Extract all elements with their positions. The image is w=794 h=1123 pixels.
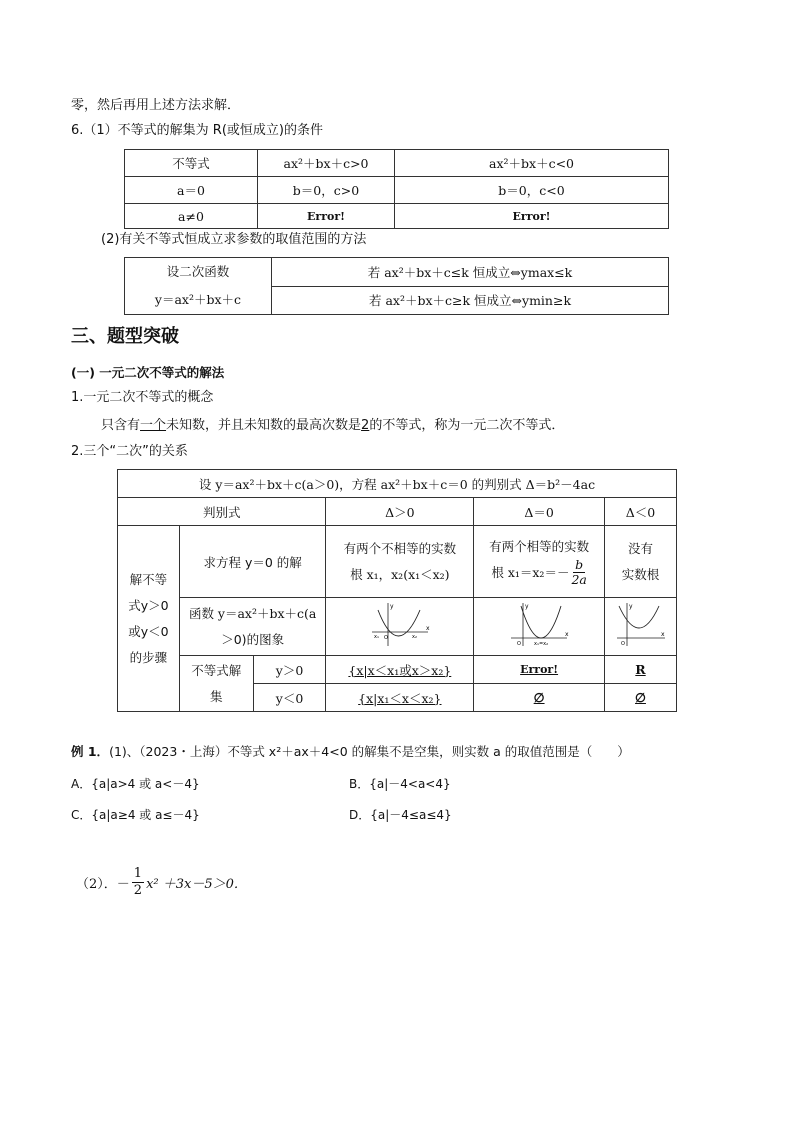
graph-label-line1: 函数 y＝ax²＋bx＋c(a — [188, 605, 317, 621]
item1-title: 1.一元二次不等式的概念 — [71, 390, 214, 405]
graph-neg-cell — [605, 598, 677, 656]
graph-zero-cell — [474, 598, 605, 656]
roots-zero-prefix: 根 x₁＝x₂＝－ — [491, 564, 570, 580]
method-left-line1: 设二次函数 — [166, 264, 230, 279]
steps-label-cell — [118, 526, 180, 712]
solset-label-line2: 集 — [209, 688, 223, 704]
roots-pos-cell — [326, 526, 474, 598]
cell-header-lt: ax²＋bx＋c<0 — [395, 150, 669, 177]
cell-a-zero: a＝0 — [125, 177, 258, 204]
part2-fraction — [132, 866, 144, 899]
option-b: B．{a|－4<a<4} — [349, 777, 451, 791]
example1-label: 例 1． — [71, 744, 110, 759]
graph-neg-curve — [619, 606, 659, 628]
gt-neg: R — [605, 656, 677, 684]
cell-header-gt: ax²＋bx＋c>0 — [258, 150, 395, 177]
item1-text-e: 的不等式，称为一元二次不等式． — [369, 418, 565, 433]
example1-part2 — [76, 866, 247, 899]
steps-label-line2: 式y＞0 — [128, 597, 169, 613]
graph-pos-cell — [326, 598, 474, 656]
graph-pos-y-label: y — [389, 603, 394, 610]
option-c: C．{a|a≥4 或 a≤－4} — [71, 808, 200, 822]
graph-pos-x1: x₁ — [373, 634, 379, 640]
gt-label: y＞0 — [253, 656, 326, 684]
part2-prefix: （2）．－ — [76, 877, 130, 892]
section3-heading: 三、题型突破 — [71, 326, 179, 347]
method-table — [124, 257, 669, 315]
condition-table — [124, 149, 669, 229]
lt-label: y＜0 — [253, 684, 326, 712]
item1-text — [101, 417, 564, 435]
graph-zero-x12: x₁=x₂ — [534, 641, 549, 647]
roots-zero-num: b — [575, 557, 584, 572]
option-d: D．{a|－4≤a≤4} — [349, 808, 452, 822]
part2-den: 2 — [133, 883, 143, 898]
roots-zero-fraction — [571, 558, 586, 587]
gt-pos: {x|x＜x₁或x＞x₂} — [326, 656, 474, 684]
cell-header-inequality: 不等式 — [125, 150, 258, 177]
cell-a-nonzero-gt: Error! — [258, 204, 395, 229]
graph-pos-origin: O — [383, 635, 388, 641]
steps-label-line4: 的步骤 — [129, 649, 168, 665]
roots-zero-den: 2a — [571, 572, 587, 587]
parabola-two-roots-graph — [368, 600, 432, 650]
graph-pos-x2: x₂ — [411, 634, 417, 640]
lt-zero: ∅ — [474, 684, 605, 712]
graph-zero-origin: O — [517, 641, 522, 647]
steps-label-line1: 解不等 — [129, 571, 168, 587]
item1-text-a: 只含有 — [101, 418, 141, 433]
method-left-cell — [125, 258, 272, 315]
graph-neg-x-label: x — [660, 631, 665, 638]
relation-top-row: 设 y＝ax²＋bx＋c(a＞0)，方程 ax²＋bx＋c＝0 的判别式 Δ＝b²－4ac — [118, 470, 677, 498]
roots-zero-line1: 有两个相等的实数 — [489, 539, 590, 554]
roots-pos-line1: 有两个不相等的实数 — [343, 540, 457, 556]
section6-title: 6.（1）不等式的解集为 R(或恒成立)的条件 — [71, 123, 323, 138]
cell-a-zero-gt: b＝0，c>0 — [258, 177, 395, 204]
graph-pos-x-label: x — [425, 625, 430, 632]
option-a: A．{a|a>4 或 a<－4} — [71, 777, 200, 791]
example1-stem: (1)、（2023・上海）不等式 x²＋ax＋4<0 的解集不是空集，则实数 a 的取值范围是（ ） — [109, 744, 630, 759]
disc-neg: Δ＜0 — [605, 498, 677, 526]
roots-zero-cell — [474, 526, 605, 598]
item1-text-b: 一个 — [140, 418, 167, 433]
method-left-line2: y＝ax²＋bx＋c — [154, 292, 242, 307]
graph-zero-y-label: y — [525, 603, 529, 610]
lt-pos: {x|x₁＜x＜x₂} — [326, 684, 474, 712]
graph-label-cell — [179, 598, 326, 656]
solset-label-cell — [179, 656, 253, 712]
roots-neg-line1: 没有 — [627, 540, 653, 556]
example1-line — [71, 743, 630, 761]
item1-text-c: 未知数，并且未知数的最高次数是 — [166, 418, 362, 433]
roots-zero-line2 — [477, 558, 601, 587]
graph-label-line2: ＞0)的图象 — [221, 631, 285, 647]
part2-rest: x² ＋3x－5＞0． — [146, 877, 247, 892]
gt-zero: Error! — [474, 656, 605, 684]
part2-num: 1 — [133, 866, 143, 881]
method-right-row1: 若 ax²＋bx＋c≤k 恒成立⇔ymax≤k — [272, 258, 669, 287]
parabola-one-root-graph — [507, 600, 571, 650]
solset-label-line1: 不等式解 — [191, 662, 242, 678]
parabola-no-root-graph — [615, 600, 667, 650]
method-right-row2: 若 ax²＋bx＋c≥k 恒成立⇔ymin≥k — [272, 286, 669, 315]
graph-zero-curve — [521, 606, 561, 638]
graph-neg-y-label: y — [628, 603, 633, 610]
graph-zero-x-label: x — [565, 631, 569, 638]
cell-a-nonzero-lt: Error! — [395, 204, 669, 229]
lt-neg: ∅ — [605, 684, 677, 712]
disc-label: 判别式 — [118, 498, 326, 526]
disc-zero: Δ＝0 — [474, 498, 605, 526]
part1-heading: (一) 一元二次不等式的解法 — [71, 365, 225, 380]
cell-a-zero-lt: b＝0，c<0 — [395, 177, 669, 204]
roots-label: 求方程 y＝0 的解 — [179, 526, 326, 598]
item2-title: 2.三个“二次”的关系 — [71, 444, 188, 459]
disc-pos: Δ＞0 — [326, 498, 474, 526]
roots-neg-line2: 实数根 — [621, 566, 660, 582]
relation-table — [117, 469, 677, 712]
steps-label-line3: 或y＜0 — [128, 623, 169, 639]
intro-line: 零，然后再用上述方法求解． — [71, 98, 241, 113]
cell-a-nonzero: a≠0 — [125, 204, 258, 229]
roots-pos-line2: 根 x₁，x₂(x₁＜x₂) — [350, 566, 450, 582]
graph-neg-origin: O — [620, 641, 625, 647]
item1-text-d: 2 — [361, 418, 370, 433]
sub2-title: (2)有关不等式恒成立求参数的取值范围的方法 — [101, 232, 367, 247]
roots-neg-cell — [605, 526, 677, 598]
